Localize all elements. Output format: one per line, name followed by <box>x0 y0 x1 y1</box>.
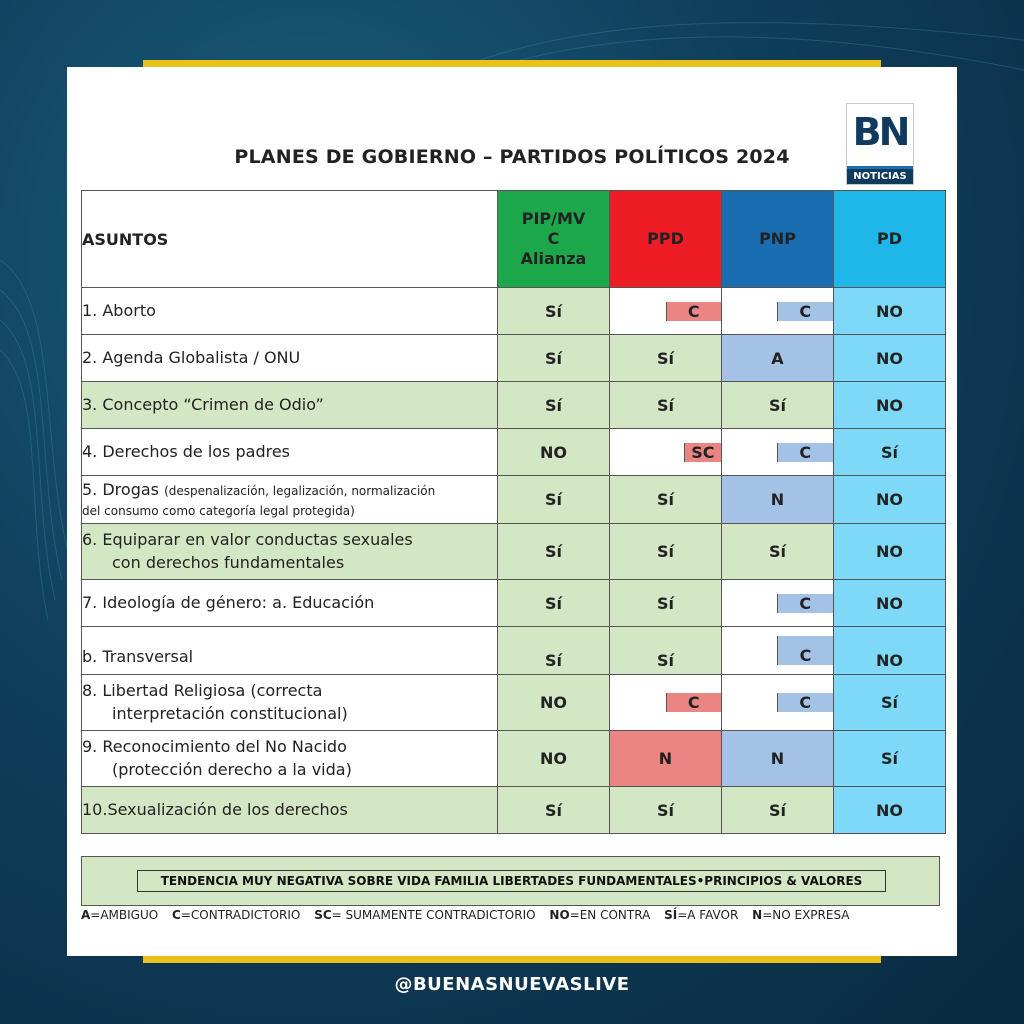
table-row <box>82 731 946 787</box>
pip-cell: Sí <box>498 288 610 335</box>
pd-cell: NO <box>834 627 946 675</box>
ppd-cell: Sí <box>610 787 722 834</box>
header-asuntos: ASUNTOS <box>82 191 498 288</box>
pd-cell: Sí <box>834 675 946 731</box>
pnp-value: C <box>777 302 834 321</box>
legend-item: A=AMBIGUO <box>81 908 159 922</box>
issue-title: 5. Drogas <box>82 479 159 499</box>
header-pip-line1: PIP/MV <box>521 209 586 228</box>
pip-cell: NO <box>498 731 610 787</box>
ppd-value: C <box>666 693 722 712</box>
table-row <box>82 675 946 731</box>
issue-cell: 1. Aborto <box>82 288 498 335</box>
header-pip <box>498 191 610 288</box>
pip-cell: Sí <box>498 580 610 627</box>
issue-line: 6. Equiparar en valor conductas sexuales <box>82 530 413 550</box>
issue-cell: 7. Ideología de género: a. Educación <box>82 580 498 627</box>
header-pnp: PNP <box>722 191 834 288</box>
tendency-banner <box>81 856 940 906</box>
logo-label: NOTICIAS <box>853 171 907 182</box>
issue-cell <box>82 476 498 524</box>
issue-note: del consumo como categoría legal protegida) <box>82 503 355 518</box>
legend-item: SC= SUMAMENTE CONTRADICTORIO <box>314 908 536 922</box>
bn-noticias-logo <box>846 103 914 185</box>
issue-line: interpretación constitucional) <box>112 703 348 723</box>
pnp-cell: N <box>722 731 834 787</box>
legend-item: C=CONTRADICTORIO <box>172 908 301 922</box>
header-pip-line3: Alianza <box>520 249 587 268</box>
ppd-cell: Sí <box>610 627 722 675</box>
header-pd: PD <box>834 191 946 288</box>
pnp-cell: Sí <box>722 382 834 429</box>
legend-item: N=NO EXPRESA <box>752 908 850 922</box>
table-row <box>82 476 946 524</box>
issue-cell <box>82 675 498 731</box>
gold-accent-top <box>143 60 881 67</box>
ppd-cell <box>610 429 722 476</box>
ppd-value: SC <box>684 443 721 462</box>
ppd-cell: Sí <box>610 580 722 627</box>
table-header-row <box>82 191 946 288</box>
legend-item: SÍ=A FAVOR <box>664 908 739 922</box>
pd-cell: NO <box>834 580 946 627</box>
pnp-value: C <box>777 594 834 613</box>
issue-line: (protección derecho a la vida) <box>112 759 352 779</box>
pip-cell: NO <box>498 675 610 731</box>
issue-note: (despenalización, legalización, normalización <box>164 483 436 498</box>
comparison-table <box>81 190 946 834</box>
gold-accent-bottom <box>143 956 881 963</box>
pnp-cell <box>722 429 834 476</box>
tendency-text: TENDENCIA MUY NEGATIVA SOBRE VIDA FAMILIA LIBERTADES FUNDAMENTALES•PRINCIPIOS & VALORES <box>137 870 886 892</box>
table-row <box>82 627 946 675</box>
pip-cell: Sí <box>498 382 610 429</box>
issue-line: 9. Reconocimiento del No Nacido <box>82 737 347 757</box>
pd-cell: NO <box>834 787 946 834</box>
issue-cell: b. Transversal <box>82 627 498 675</box>
pnp-cell <box>722 675 834 731</box>
issue-cell <box>82 524 498 580</box>
pd-cell: NO <box>834 288 946 335</box>
pnp-cell <box>722 627 834 675</box>
pip-cell: Sí <box>498 524 610 580</box>
logo-letters: BN <box>852 110 908 154</box>
issue-cell: 10.Sexualización de los derechos <box>82 787 498 834</box>
issue-cell: 2. Agenda Globalista / ONU <box>82 335 498 382</box>
pnp-cell: N <box>722 476 834 524</box>
pnp-cell: Sí <box>722 524 834 580</box>
pd-cell: NO <box>834 382 946 429</box>
ppd-value: C <box>666 302 722 321</box>
ppd-cell <box>610 288 722 335</box>
pnp-value: C <box>777 693 834 712</box>
table-row <box>82 382 946 429</box>
pip-cell: Sí <box>498 476 610 524</box>
pnp-cell <box>722 288 834 335</box>
header-ppd: PPD <box>610 191 722 288</box>
table-row <box>82 580 946 627</box>
table-row <box>82 524 946 580</box>
pnp-cell: A <box>722 335 834 382</box>
table-row <box>82 335 946 382</box>
pip-cell: Sí <box>498 627 610 675</box>
pd-cell: NO <box>834 524 946 580</box>
table-row <box>82 787 946 834</box>
pip-cell: Sí <box>498 335 610 382</box>
page-title: PLANES DE GOBIERNO – PARTIDOS POLÍTICOS 2024 <box>234 146 790 168</box>
pnp-value: C <box>777 443 834 462</box>
issue-cell: 3. Concepto “Crimen de Odio” <box>82 382 498 429</box>
ppd-cell: Sí <box>610 524 722 580</box>
legend <box>81 908 940 922</box>
header-pip-line2: C <box>547 229 560 248</box>
ppd-cell: Sí <box>610 476 722 524</box>
pd-cell: Sí <box>834 731 946 787</box>
pd-cell: NO <box>834 476 946 524</box>
issue-line: 8. Libertad Religiosa (correcta <box>82 681 323 701</box>
table-row <box>82 429 946 476</box>
pd-cell: NO <box>834 335 946 382</box>
issue-cell <box>82 731 498 787</box>
ppd-cell <box>610 675 722 731</box>
ppd-cell: Sí <box>610 382 722 429</box>
pnp-cell: Sí <box>722 787 834 834</box>
issue-line: con derechos fundamentales <box>112 552 345 572</box>
pnp-value: C <box>777 636 833 665</box>
pip-cell: Sí <box>498 787 610 834</box>
table-row <box>82 288 946 335</box>
pip-cell: NO <box>498 429 610 476</box>
legend-item: NO=EN CONTRA <box>549 908 651 922</box>
ppd-cell: N <box>610 731 722 787</box>
issue-cell: 4. Derechos de los padres <box>82 429 498 476</box>
social-handle: @BUENASNUEVASLIVE <box>394 974 630 995</box>
pd-cell: Sí <box>834 429 946 476</box>
pnp-cell <box>722 580 834 627</box>
ppd-cell: Sí <box>610 335 722 382</box>
